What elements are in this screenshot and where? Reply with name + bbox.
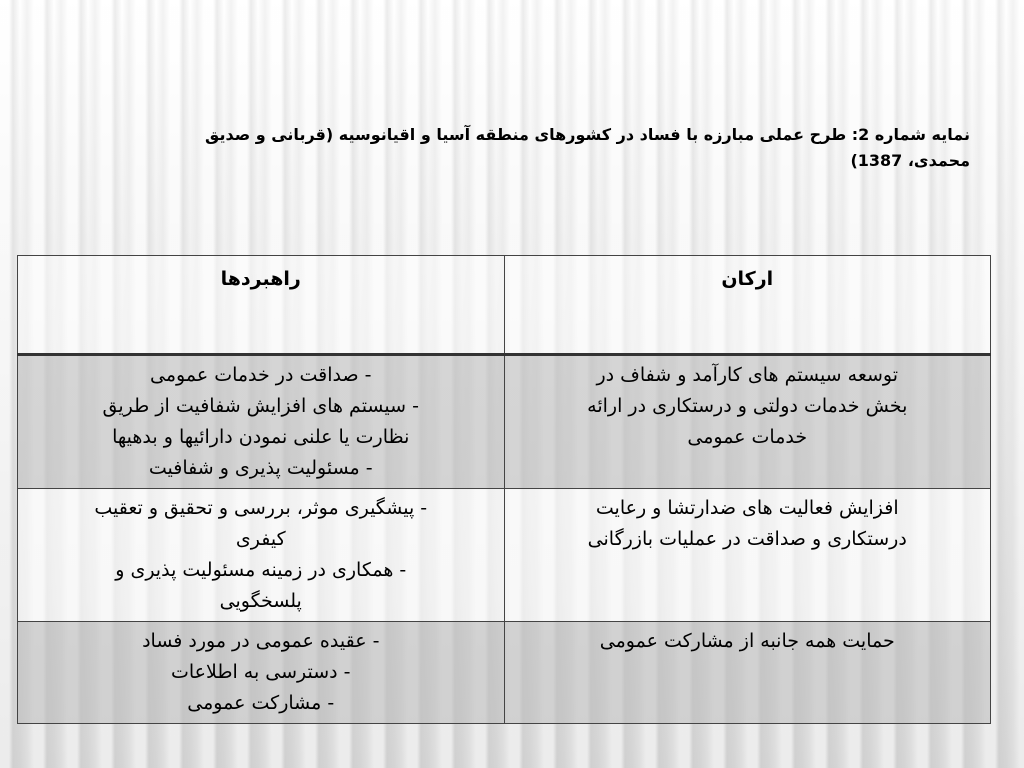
cell-line: خدمات عمومی [687, 426, 808, 448]
cell-line: حمایت همه جانبه از مشارکت عمومی [599, 630, 895, 652]
cell-line: - سیستم های افزایش شفافیت از طریق [102, 395, 419, 417]
cell-arkan [504, 355, 991, 489]
cell-line: افزایش فعالیت های ضدارتشا و رعایت [595, 497, 899, 519]
table-row [18, 355, 991, 489]
cell-line: پلسخگویی [219, 590, 302, 612]
cell-line: درستکاری و صداقت در عملیات بازرگانی [587, 528, 907, 550]
cell-line: - پیشگیری موثر، بررسی و تحقیق و تعقیب [94, 497, 428, 519]
table-row [18, 489, 991, 622]
cell-line: - همکاری در زمینه مسئولیت پذیری و [115, 559, 407, 581]
header-rahbordha: راهبردها [18, 256, 505, 355]
cell-line: کیفری [235, 528, 286, 550]
cell-line: - دسترسی به اطلاعات [170, 661, 351, 683]
cell-arkan [504, 489, 991, 622]
cell-line: - عقیده عمومی در مورد فساد [142, 630, 380, 652]
cell-rahbordha [18, 355, 505, 489]
title-line-1: نمایه شماره 2: طرح عملی مبارزه با فساد در کشورهای منطقه آسیا و اقیانوسیه (قربانی و صدیق [205, 125, 970, 144]
header-arkan: ارکان [504, 256, 991, 355]
cell-arkan [504, 622, 991, 724]
cell-line: - صداقت در خدمات عمومی [150, 364, 372, 386]
cell-line: - مشارکت عمومی [187, 692, 335, 714]
cell-line: بخش خدمات دولتی و درستکاری در ارائه [587, 395, 908, 417]
table [17, 255, 991, 724]
title-line-2: محمدی، 1387) [850, 151, 970, 170]
cell-rahbordha [18, 622, 505, 724]
cell-line: نظارت یا علنی نمودن دارائیها و بدهیها [112, 426, 410, 448]
cell-line: - مسئولیت پذیری و شفافیت [148, 457, 373, 479]
slide-title [40, 122, 970, 174]
strategy-table [17, 255, 991, 719]
table-header-row [18, 256, 991, 355]
cell-line: توسعه سیستم های کارآمد و شفاف در [596, 364, 899, 386]
table-row [18, 622, 991, 724]
cell-rahbordha [18, 489, 505, 622]
